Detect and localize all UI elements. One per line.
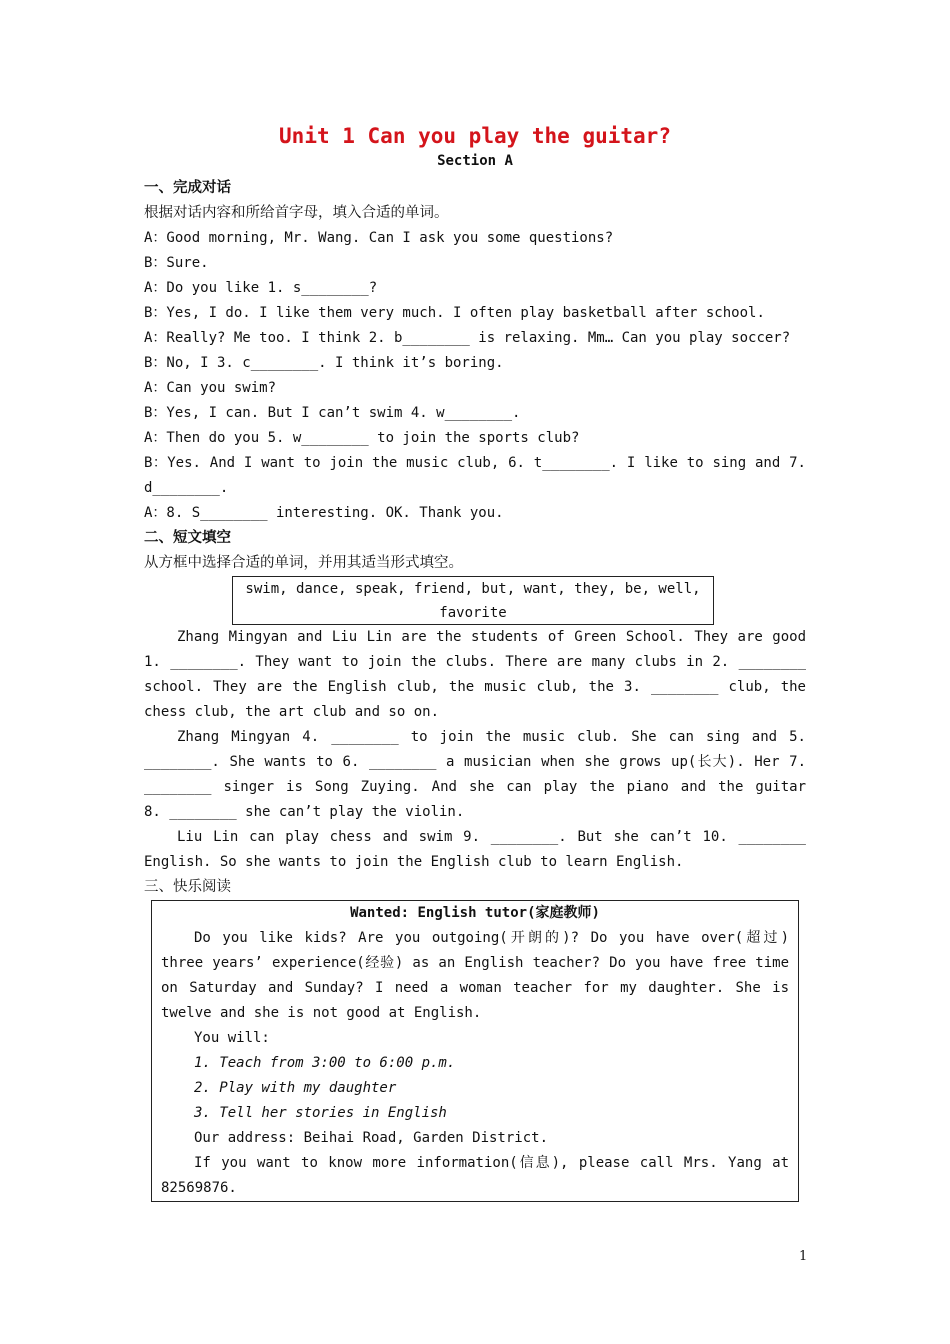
- passage-line: ________. She wants to 6. ________ a musician when she grows up(长大). Her 7.: [144, 754, 806, 770]
- dialogue-line: A：Really? Me too. I think 2. b________ is relaxing. Mm… Can you play soccer?: [144, 330, 791, 346]
- dialogue-line: A：8. S________ interesting. OK. Thank you.: [144, 505, 504, 521]
- dialogue-line: d________.: [144, 480, 229, 496]
- ad-line: on Saturday and Sunday? I need a woman teacher for my daughter. She is: [161, 980, 789, 996]
- passage-line: school. They are the English club, the music club, the 3. ________ club, the: [144, 679, 806, 695]
- ad-line: 82569876.: [161, 1180, 237, 1196]
- passage-line: Zhang Mingyan and Liu Lin are the students of Green School. They are good: [177, 629, 806, 645]
- passage-line: 8. ________ she can’t play the violin.: [144, 804, 465, 820]
- passage-line: English. So she wants to join the English club to learn English.: [144, 854, 684, 870]
- ad-list-item: 3. Tell her stories in English: [194, 1105, 447, 1121]
- dialogue-line: A：Then do you 5. w________ to join the sports club?: [144, 430, 580, 446]
- ad-title: Wanted: English tutor(家庭教师): [350, 905, 600, 921]
- part1-heading: 一、完成对话: [144, 180, 231, 196]
- dialogue-line: B：Yes. And I want to join the music club, 6. t________. I like to sing and 7.: [144, 455, 806, 471]
- ad-line: Do you like kids? Are you outgoing(开朗的)? Do you have over(超过): [194, 930, 789, 946]
- dialogue-line: B：Sure.: [144, 255, 209, 271]
- dialogue-line: A：Good morning, Mr. Wang. Can I ask you some questions?: [144, 230, 614, 246]
- word-box: [232, 576, 714, 625]
- passage-line: ________ singer is Song Zuying. And she can play the piano and the guitar: [144, 779, 806, 795]
- ad-list-item: 2. Play with my daughter: [194, 1080, 397, 1096]
- passage-line: 1. ________. They want to join the clubs. There are many clubs in 2. ________: [144, 654, 806, 670]
- dialogue-line: A：Can you swim?: [144, 380, 277, 396]
- word-box-line: swim, dance, speak, friend, but, want, they, be, well,: [245, 581, 701, 597]
- content: [144, 176, 806, 1202]
- part2-heading: 二、短文填空: [144, 530, 231, 546]
- word-box-line: favorite: [439, 605, 507, 621]
- ad-line: Our address: Beihai Road, Garden District.: [194, 1130, 549, 1146]
- page-title: Unit 1 Can you play the guitar?: [279, 124, 671, 148]
- ad-box: [151, 900, 799, 1202]
- ad-line: three years’ experience(经验) as an English teacher? Do you have free time: [161, 955, 789, 971]
- dialogue-line: B：Yes, I can. But I can’t swim 4. w________.: [144, 405, 521, 421]
- section-subtitle: Section A: [437, 153, 513, 169]
- passage-line: chess club, the art club and so on.: [144, 704, 440, 720]
- part2-instruction: 从方框中选择合适的单词，并用其适当形式填空。: [144, 555, 463, 571]
- ad-line: You will:: [194, 1030, 270, 1046]
- dialogue-line: B：No, I 3. c________. I think it’s boring.: [144, 355, 504, 371]
- ad-line: twelve and she is not good at English.: [161, 1005, 482, 1021]
- page-number: 1: [799, 1249, 808, 1264]
- ad-list-item: 1. Teach from 3:00 to 6:00 p.m.: [194, 1055, 456, 1071]
- passage-line: Liu Lin can play chess and swim 9. ________. But she can’t 10. ________: [177, 829, 806, 845]
- part3-heading: 三、快乐阅读: [144, 879, 231, 895]
- part1-instruction: 根据对话内容和所给首字母，填入合适的单词。: [144, 205, 449, 221]
- passage-line: Zhang Mingyan 4. ________ to join the music club. She can sing and 5.: [177, 729, 806, 745]
- dialogue-line: B：Yes, I do. I like them very much. I often play basketball after school.: [144, 305, 765, 321]
- ad-line: If you want to know more information(信息), please call Mrs. Yang at: [194, 1155, 789, 1171]
- dialogue-line: A：Do you like 1. s________?: [144, 280, 378, 296]
